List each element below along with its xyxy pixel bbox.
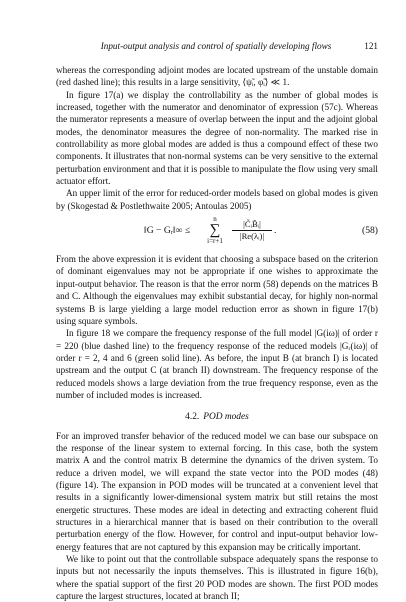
paragraph-error-norm: From the above expression it is evident that choosing a subspace based on the criterion of dominant eigenvalues may not be appropriate if one wishes to approximate the input-output behavior. The reason is that the error norm (58) depends on the matrices B and C. Although the eigenvalues may exhibit substantial decay, for highly non-normal systems B is large yielding a large model reduction error as shown in figure 17(b) using square symbols. [56, 254, 378, 326]
equation-number: (58) [362, 225, 378, 237]
body-text [56, 64, 378, 602]
section-title: POD modes [203, 412, 249, 423]
equation-fraction [232, 219, 272, 242]
equation-58 [56, 215, 378, 249]
paragraph-continuation: whereas the corresponding adjoint modes are located upstream of the unstable domain (red dashed line); this results in a large sensitivity, ⟨ψ̃ᵢ, φ̃ᵢ⟩ ≪ 1. [56, 65, 378, 88]
fraction-numerator: |C̃ᵢB̃ᵢ| [232, 219, 272, 231]
paragraph-controllability: In figure 17(a) we display the controllability as the number of global modes is increased, together with the numerator and denominator of expression (57c). Whereas the numerator represents a measure of overlap between the input and the adjoint global modes, the denominator measures the degree of non-normality. The marked rise in controllability as more global modes are added is thus a compound effect of these two components. It illustrates that non-normal systems can be very sensitive to the external perturbation environment and that it is possible to manipulate the flow using very small actuator effort. [56, 89, 378, 187]
page-number: 121 [364, 41, 378, 51]
paragraph-pod-intro: For an improved transfer behavior of the reduced model we can base our subspace on the response of the linear system to external forcing. In this case, both the system matrix A and the control matrix B determine the dynamics of the driven system. To reduce a driven model, we will expand the state vector into the POD modes (48) (figure 14). The expansion in POD modes will be truncated at a convenient level that results in a significantly lower-dimensional system matrix but still retains the most energetic structures. These modes are ideal in detecting and extracting coherent fluid structures in a hierarchical manner that is based on their contribution to the overall perturbation energy of the flow. However, for control and input-output behavior low-energy features that are not captured by this expansion may be critically important. [56, 430, 378, 552]
fraction-denominator: |Re(λᵢ)| [239, 231, 265, 242]
paragraph-error-limit: An upper limit of the error for reduced-order models based on global modes is given by (Skogestad & Postlethwaite 2005; Antoulas 2005) [56, 188, 378, 211]
sum-lower-limit: i=r+1 [207, 237, 223, 246]
equation-sum [200, 215, 230, 245]
sum-symbol: ∑ [209, 222, 221, 239]
running-head: Input-output analysis and control of spatially developing flows [100, 41, 332, 51]
equation-lhs: ‖G − Gᵣ‖∞ ≤ [144, 225, 191, 237]
section-heading [56, 411, 378, 423]
section-number: 4.2. [185, 412, 200, 423]
paragraph-pod-subspace: We like to point out that the controllable subspace adequately spans the response to inputs but not necessarily the inputs themselves. This is illustrated in figure 16(b), where the spatial support of the first 20 POD modes are shown. The first POD modes capture the largest structures, located at branch II; [56, 554, 378, 602]
equation-period: . [274, 225, 277, 237]
paragraph-frequency-response: In figure 18 we compare the frequency response of the full model |G(iω)| of order r = 220 (blue dashed line) to the frequency response of the reduced models |Gᵣ(iω)| of order r = 2, 4 and 6 (green solid line). As before, the input B (at branch I) is located upstream and the output C (at branch II) downstream. The frequency response of the reduced models shows a large deviation from the true frequency response, even as the number of included modes is increased. [56, 328, 378, 400]
sum-upper-limit: n [213, 215, 217, 224]
